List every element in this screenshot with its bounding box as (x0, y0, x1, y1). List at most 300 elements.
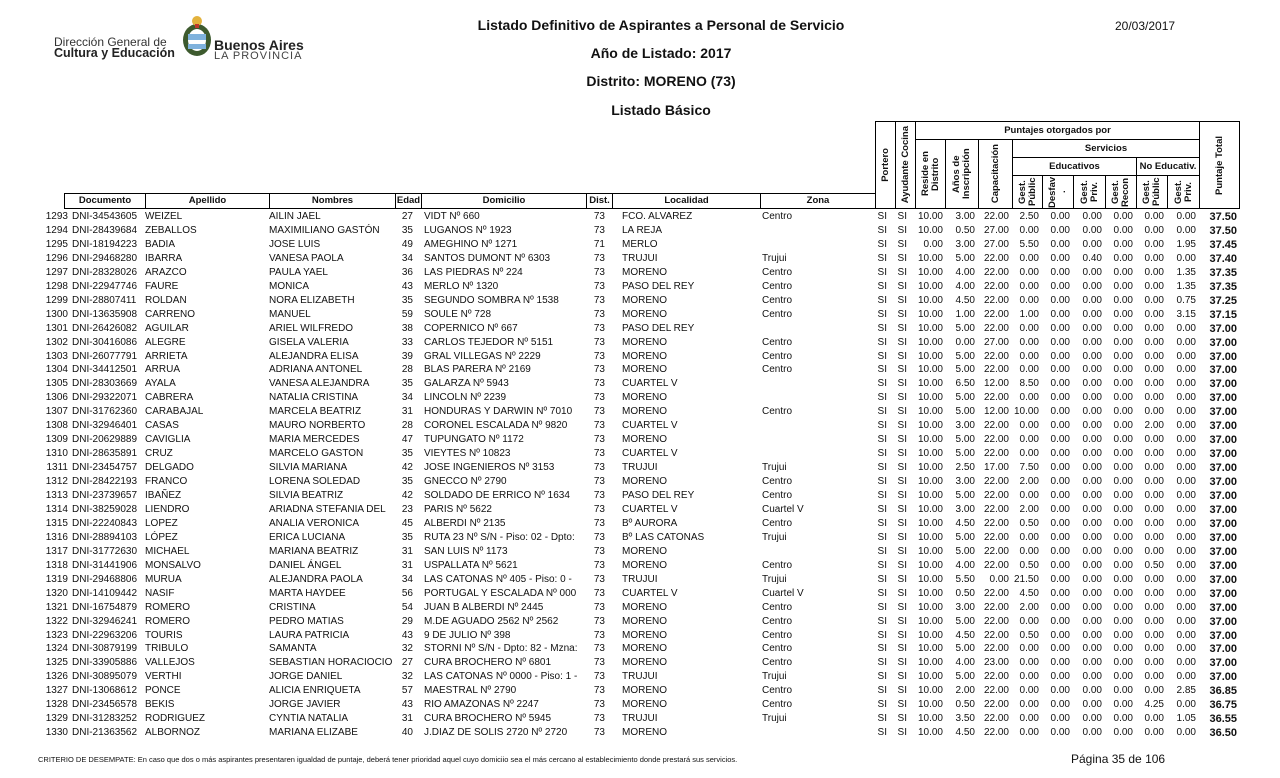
cell-localidad: CUARTEL V (622, 420, 678, 432)
cell-domicilio: MERLO Nº 1320 (424, 280, 499, 292)
cell-portero: SI (877, 643, 887, 655)
cell-edad: 56 (401, 587, 413, 599)
cell-total: 37.00 (1209, 545, 1237, 558)
cell-zona: Trujui (762, 573, 787, 585)
column-header-no-educativos (1136, 157, 1200, 176)
cell-nombres: GISELA VALERIA (269, 336, 349, 348)
cell-gest-priv: 0.00 (1082, 406, 1102, 418)
cell-anios: 5.00 (955, 615, 975, 627)
cell-localidad: MORENO (622, 364, 667, 376)
cell-capacitacion: 22.00 (983, 476, 1009, 488)
cell-localidad: PASO DEL REY (622, 280, 695, 292)
cell-apellido: AGUILAR (145, 322, 189, 334)
cell-ne-gest-priv: 0.00 (1176, 727, 1196, 739)
cell-ne-gest-public: 0.00 (1144, 615, 1164, 627)
cell-domicilio: GNECCO Nº 2790 (424, 476, 507, 488)
cell-nombres: ALEJANDRA ELISA (269, 350, 359, 362)
cell-reside: 10.00 (917, 434, 943, 446)
cell-rank: 1305 (45, 378, 68, 390)
cell-ne-gest-priv: 0.00 (1176, 601, 1196, 613)
cell-documento: DNI-32946241 (72, 615, 138, 627)
cell-ayudante: SI (897, 699, 907, 711)
cell-ne-gest-public: 0.00 (1144, 713, 1164, 725)
cell-zona: Cuartel V (762, 587, 804, 599)
cell-localidad: TRUJUI (622, 573, 658, 585)
cell-localidad: MORENO (622, 545, 667, 557)
cell-rank: 1326 (45, 671, 68, 683)
cell-total: 37.00 (1209, 364, 1237, 377)
cell-ne-gest-public: 0.00 (1144, 503, 1164, 515)
cell-total: 37.40 (1209, 252, 1237, 265)
cell-localidad: MORENO (622, 434, 667, 446)
cell-total: 37.25 (1209, 294, 1237, 307)
cell-gest-public: 0.00 (1019, 322, 1039, 334)
cell-reside: 10.00 (917, 462, 943, 474)
cell-portero: SI (877, 545, 887, 557)
cell-capacitacion: 22.00 (983, 448, 1009, 460)
cell-documento: DNI-29322071 (72, 392, 138, 404)
cell-ne-gest-priv: 0.00 (1176, 224, 1196, 236)
cell-gest-priv: 0.00 (1082, 727, 1102, 739)
cell-capacitacion: 12.00 (983, 406, 1009, 418)
cell-ne-gest-public: 0.00 (1144, 238, 1164, 250)
cell-desfav: 0.00 (1050, 294, 1070, 306)
cell-documento: DNI-13635908 (72, 308, 138, 320)
cell-domicilio: JUAN B ALBERDI Nº 2445 (424, 601, 544, 613)
cell-desfav: 0.00 (1050, 573, 1070, 585)
cell-portero: SI (877, 294, 887, 306)
cell-gest-public: 0.00 (1019, 685, 1039, 697)
cell-ne-gest-priv: 0.00 (1176, 322, 1196, 334)
cell-desfav: 0.00 (1050, 448, 1070, 460)
cell-portero: SI (877, 685, 887, 697)
cell-edad: 54 (401, 601, 413, 613)
cell-edad: 42 (401, 462, 413, 474)
column-header-reside (915, 139, 946, 209)
cell-documento: DNI-29468280 (72, 252, 138, 264)
table-row (0, 461, 1280, 475)
cell-apellido: PONCE (145, 685, 181, 697)
cell-zona: Trujui (762, 462, 787, 474)
cell-reside: 10.00 (917, 685, 943, 697)
cell-apellido: ARRUA (145, 364, 181, 376)
cell-anios: 0.50 (955, 587, 975, 599)
cell-documento: DNI-20629889 (72, 434, 138, 446)
cell-reside: 10.00 (917, 322, 943, 334)
cell-rank: 1294 (45, 224, 68, 236)
cell-domicilio: LAS PIEDRAS Nº 224 (424, 266, 523, 278)
column-header-servicios (1012, 139, 1200, 158)
cell-gest-public: 0.00 (1019, 727, 1039, 739)
table-row (0, 601, 1280, 615)
cell-gest-public: 21.50 (1013, 573, 1039, 585)
cell-gest-recon: 0.00 (1113, 490, 1133, 501)
cell-total: 37.50 (1209, 211, 1237, 223)
cell-desfav: 0.00 (1050, 657, 1070, 669)
cell-apellido: DELGADO (145, 462, 194, 474)
table-row (0, 322, 1280, 336)
cell-edad: 31 (401, 545, 413, 557)
table-row (0, 559, 1280, 573)
cell-dist: 73 (593, 211, 605, 222)
cell-gest-priv: 0.00 (1082, 266, 1102, 278)
cell-reside: 10.00 (917, 252, 943, 264)
cell-nombres: SAMANTA (269, 643, 317, 655)
cell-ayudante: SI (897, 294, 907, 306)
cell-ayudante: SI (897, 685, 907, 697)
table-row (0, 656, 1280, 670)
cell-ayudante: SI (897, 448, 907, 460)
cell-zona: Trujui (762, 713, 787, 725)
table-row (0, 615, 1280, 629)
cell-apellido: CABRERA (145, 392, 194, 404)
cell-gest-public: 0.00 (1019, 615, 1039, 627)
cell-gest-priv: 0.00 (1082, 322, 1102, 334)
cell-capacitacion: 22.00 (983, 713, 1009, 725)
cell-reside: 10.00 (917, 671, 943, 683)
cell-edad: 31 (401, 406, 413, 418)
cell-localidad: MORENO (622, 392, 667, 404)
cell-domicilio: CURA BROCHERO Nº 6801 (424, 657, 552, 669)
cell-anios: 4.00 (955, 657, 975, 669)
cell-ne-gest-public: 0.00 (1144, 685, 1164, 697)
cell-ayudante: SI (897, 434, 907, 446)
column-header-zona (760, 193, 876, 209)
cell-domicilio: RUTA 23 Nº S/N - Piso: 02 - Dpto: (424, 531, 575, 543)
cell-gest-public: 2.50 (1019, 211, 1039, 222)
cell-domicilio: MAESTRAL Nº 2790 (424, 685, 517, 697)
cell-nombres: CRISTINA (269, 601, 316, 613)
cell-anios: 4.00 (955, 266, 975, 278)
cell-edad: 43 (401, 629, 413, 641)
cell-edad: 39 (401, 350, 413, 362)
cell-reside: 10.00 (917, 727, 943, 739)
cell-edad: 59 (401, 308, 413, 320)
cell-edad: 35 (401, 378, 413, 390)
cell-zona (762, 545, 874, 559)
cell-gest-public: 0.00 (1019, 364, 1039, 376)
cell-reside: 10.00 (917, 308, 943, 320)
cell-documento: DNI-38259028 (72, 503, 138, 515)
cell-total: 37.50 (1209, 224, 1237, 237)
cell-ne-gest-priv: 0.00 (1176, 587, 1196, 599)
cell-ne-gest-priv: 0.00 (1176, 252, 1196, 264)
cell-gest-public: 0.00 (1019, 490, 1039, 501)
cell-gest-recon: 0.00 (1113, 476, 1133, 488)
cell-capacitacion: 22.00 (983, 559, 1009, 571)
cell-dist: 73 (593, 531, 605, 543)
column-header-label: Domicilio (482, 195, 526, 206)
cell-rank: 1309 (45, 434, 68, 446)
cell-rank: 1308 (45, 420, 68, 432)
cell-anios: 0.00 (955, 336, 975, 348)
cell-reside: 10.00 (917, 224, 943, 236)
cell-total: 37.00 (1209, 406, 1237, 419)
cell-desfav: 0.00 (1050, 517, 1070, 529)
cell-zona: Centro (762, 490, 793, 501)
cell-portero: SI (877, 448, 887, 460)
cell-anios: 2.50 (955, 462, 975, 474)
cell-edad: 49 (401, 238, 413, 250)
cell-ne-gest-public: 0.00 (1144, 378, 1164, 390)
cell-documento: DNI-28635891 (72, 448, 138, 460)
cell-portero: SI (877, 629, 887, 641)
cell-edad: 28 (401, 364, 413, 376)
cell-gest-priv: 0.00 (1082, 294, 1102, 306)
cell-ne-gest-priv: 0.00 (1176, 517, 1196, 529)
column-header-gest-recon (1105, 175, 1137, 209)
column-header-anios (945, 139, 979, 209)
table-row (0, 252, 1280, 266)
table-row (0, 377, 1280, 391)
cell-localidad: MORENO (622, 685, 667, 697)
column-header-label: Documento (78, 195, 132, 206)
cell-ne-gest-public: 0.00 (1144, 490, 1164, 501)
cell-gest-priv: 0.00 (1082, 671, 1102, 683)
cell-ne-gest-priv: 0.00 (1176, 573, 1196, 585)
cell-gest-priv: 0.00 (1082, 503, 1102, 515)
cell-dist: 73 (593, 545, 605, 557)
cell-reside: 10.00 (917, 573, 943, 585)
tiebreak-criteria: CRITERIO DE DESEMPATE: En caso que dos o más aspirantes presentaren igualdad de puntaje, deberá tener prioridad aquel cuyo domiciio sea el más cercano al establecimiento donde prestará sus servicios. (38, 755, 738, 764)
cell-ne-gest-public: 0.00 (1144, 224, 1164, 236)
cell-gest-public: 0.00 (1019, 420, 1039, 432)
cell-reside: 10.00 (917, 699, 943, 711)
cell-rank: 1330 (45, 727, 68, 739)
cell-domicilio: AMEGHINO Nº 1271 (424, 238, 518, 250)
cell-apellido: FRANCO (145, 476, 188, 488)
cell-nombres: MONICA (269, 280, 309, 292)
cell-ne-gest-priv: 0.00 (1176, 559, 1196, 571)
cell-total: 37.00 (1209, 336, 1237, 349)
table-row (0, 447, 1280, 461)
cell-reside: 10.00 (917, 601, 943, 613)
cell-dist: 73 (593, 629, 605, 641)
cell-total: 37.00 (1209, 559, 1237, 572)
cell-gest-recon: 0.00 (1113, 615, 1133, 627)
column-header-label: Gest. Priv. (1172, 180, 1194, 204)
table-row (0, 475, 1280, 489)
cell-apellido: CRUZ (145, 448, 173, 460)
cell-dist: 73 (593, 476, 605, 488)
cell-gest-priv: 0.00 (1082, 238, 1102, 250)
cell-portero: SI (877, 671, 887, 683)
cell-ayudante: SI (897, 211, 907, 222)
cell-gest-recon: 0.00 (1113, 559, 1133, 571)
cell-edad: 35 (401, 476, 413, 488)
column-header-label: Capacitación (989, 144, 1001, 204)
cell-ne-gest-public: 0.00 (1144, 448, 1164, 460)
cell-portero: SI (877, 364, 887, 376)
cell-nombres: ERICA LUCIANA (269, 531, 346, 543)
cell-zona: Centro (762, 336, 793, 348)
cell-reside: 10.00 (917, 420, 943, 432)
cell-portero: SI (877, 336, 887, 348)
cell-localidad: LA REJA (622, 224, 663, 236)
cell-capacitacion: 17.00 (983, 462, 1009, 474)
cell-portero: SI (877, 350, 887, 362)
table-row (0, 363, 1280, 377)
cell-apellido: LIENDRO (145, 503, 190, 515)
cell-zona (762, 419, 874, 433)
cell-ayudante: SI (897, 280, 907, 292)
cell-domicilio: SEGUNDO SOMBRA Nº 1538 (424, 294, 559, 306)
cell-rank: 1302 (45, 336, 68, 348)
logo-line-3: Buenos Aires (214, 37, 304, 53)
cell-documento: DNI-31283252 (72, 713, 138, 725)
cell-edad: 23 (401, 503, 413, 515)
cell-rank: 1311 (46, 462, 68, 474)
cell-apellido: LOPEZ (145, 517, 178, 529)
cell-dist: 73 (593, 448, 605, 460)
cell-ayudante: SI (897, 643, 907, 655)
cell-zona: Centro (762, 559, 793, 571)
cell-anios: 5.00 (955, 406, 975, 418)
cell-total: 37.00 (1209, 434, 1237, 447)
cell-gest-public: 0.00 (1019, 657, 1039, 669)
cell-reside: 10.00 (917, 503, 943, 515)
cell-dist: 73 (593, 392, 605, 404)
cell-capacitacion: 22.00 (983, 629, 1009, 641)
column-header-label: Dist. (589, 195, 610, 206)
cell-domicilio: CARLOS TEJEDOR Nº 5151 (424, 336, 554, 348)
cell-ayudante: SI (897, 671, 907, 683)
cell-gest-recon: 0.00 (1113, 629, 1133, 641)
cell-edad: 43 (401, 699, 413, 711)
cell-ne-gest-public: 0.00 (1144, 545, 1164, 557)
cell-zona (762, 391, 874, 405)
cell-portero: SI (877, 587, 887, 599)
cell-ayudante: SI (897, 350, 907, 362)
cell-gest-priv: 0.00 (1082, 364, 1102, 376)
cell-rank: 1320 (45, 587, 68, 599)
cell-apellido: MURUA (145, 573, 182, 585)
cell-rank: 1296 (45, 252, 68, 264)
cell-edad: 35 (401, 224, 413, 236)
table-row (0, 224, 1280, 238)
cell-domicilio: PORTUGAL Y ESCALADA Nº 000 (424, 587, 577, 599)
cell-ayudante: SI (897, 517, 907, 529)
cell-reside: 10.00 (917, 294, 943, 306)
cell-gest-priv: 0.40 (1082, 252, 1102, 264)
cell-domicilio: PARIS Nº 5622 (424, 503, 492, 515)
cell-documento: DNI-23739657 (72, 490, 138, 501)
cell-ne-gest-priv: 3.15 (1176, 308, 1196, 320)
cell-gest-recon: 0.00 (1113, 211, 1133, 222)
cell-apellido: CARABAJAL (145, 406, 204, 418)
page-number: Página 35 de 106 (1071, 752, 1166, 766)
cell-edad: 45 (401, 517, 413, 529)
cell-anios: 3.00 (955, 420, 975, 432)
cell-zona (762, 433, 874, 447)
cell-ne-gest-public: 0.00 (1144, 294, 1164, 306)
cell-domicilio: SANTOS DUMONT Nº 6303 (424, 252, 551, 264)
table-row (0, 433, 1280, 447)
cell-total: 37.00 (1209, 503, 1237, 516)
cell-anios: 5.00 (955, 350, 975, 362)
cell-gest-priv: 0.00 (1082, 657, 1102, 669)
table-row (0, 489, 1280, 503)
cell-zona: Centro (762, 657, 793, 669)
table-row (0, 531, 1280, 545)
cell-total: 37.00 (1209, 531, 1237, 544)
cell-desfav: 0.00 (1050, 643, 1070, 655)
cell-dist: 73 (593, 615, 605, 627)
column-header-label: Gest. Públic (1141, 177, 1162, 207)
cell-documento: DNI-28328026 (72, 266, 138, 278)
cell-gest-priv: 0.00 (1082, 308, 1102, 320)
cell-zona: Centro (762, 629, 793, 641)
cell-documento: DNI-18194223 (72, 238, 138, 250)
cell-desfav: 0.00 (1050, 671, 1070, 683)
cell-portero: SI (877, 322, 887, 334)
cell-reside: 10.00 (917, 364, 943, 376)
cell-reside: 10.00 (917, 448, 943, 460)
cell-gest-priv: 0.00 (1082, 601, 1102, 613)
cell-gest-priv: 0.00 (1082, 559, 1102, 571)
cell-total: 37.00 (1209, 601, 1237, 614)
cell-gest-recon: 0.00 (1113, 545, 1133, 557)
cell-ayudante: SI (897, 322, 907, 334)
cell-nombres: LAURA PATRICIA (269, 629, 350, 641)
cell-zona: Centro (762, 643, 793, 655)
cell-desfav: 0.00 (1050, 280, 1070, 292)
column-header-label: Servicios (1084, 142, 1128, 154)
cell-ayudante: SI (897, 503, 907, 515)
cell-portero: SI (877, 531, 887, 543)
column-header-educativos (1012, 157, 1137, 176)
cell-rank: 1323 (45, 629, 68, 641)
cell-gest-recon: 0.00 (1113, 294, 1133, 306)
cell-total: 36.55 (1209, 713, 1237, 726)
cell-capacitacion: 22.00 (983, 211, 1009, 222)
cell-rank: 1317 (45, 545, 68, 557)
cell-gest-public: 0.00 (1019, 280, 1039, 292)
cell-apellido: VERTHI (145, 671, 182, 683)
cell-zona: Centro (762, 517, 793, 529)
cell-domicilio: SAN LUIS Nº 1173 (424, 545, 508, 557)
cell-ne-gest-priv: 0.00 (1176, 629, 1196, 641)
cell-ne-gest-public: 0.00 (1144, 727, 1164, 739)
cell-ayudante: SI (897, 601, 907, 613)
cell-apellido: IBARRA (145, 252, 183, 264)
cell-nombres: ARIEL WILFREDO (269, 322, 354, 334)
column-header-portero (875, 121, 896, 209)
cell-gest-recon: 0.00 (1113, 434, 1133, 446)
cell-ayudante: SI (897, 629, 907, 641)
cell-localidad: CUARTEL V (622, 587, 678, 599)
cell-ne-gest-public: 0.00 (1144, 531, 1164, 543)
cell-apellido: CARRENO (145, 308, 196, 320)
cell-gest-recon: 0.00 (1113, 587, 1133, 599)
cell-domicilio: SOLDADO DE ERRICO Nº 1634 (424, 490, 570, 501)
cell-ne-gest-priv: 0.00 (1176, 364, 1196, 376)
cell-nombres: ALEJANDRA PAOLA (269, 573, 363, 585)
cell-ne-gest-public: 0.00 (1144, 350, 1164, 362)
cell-ne-gest-priv: 0.00 (1176, 434, 1196, 446)
column-header-label: Localidad (664, 195, 709, 206)
cell-zona (762, 726, 874, 740)
column-header-documento (64, 193, 146, 209)
cell-documento: DNI-34543605 (72, 211, 138, 222)
column-header-capacitacion (978, 139, 1013, 209)
cell-total: 37.00 (1209, 629, 1237, 642)
cell-rank: 1306 (45, 392, 68, 404)
cell-ne-gest-public: 0.00 (1144, 587, 1164, 599)
cell-gest-recon: 0.00 (1113, 713, 1133, 725)
cell-gest-public: 1.00 (1019, 308, 1039, 320)
cell-ne-gest-priv: 1.35 (1176, 266, 1196, 278)
